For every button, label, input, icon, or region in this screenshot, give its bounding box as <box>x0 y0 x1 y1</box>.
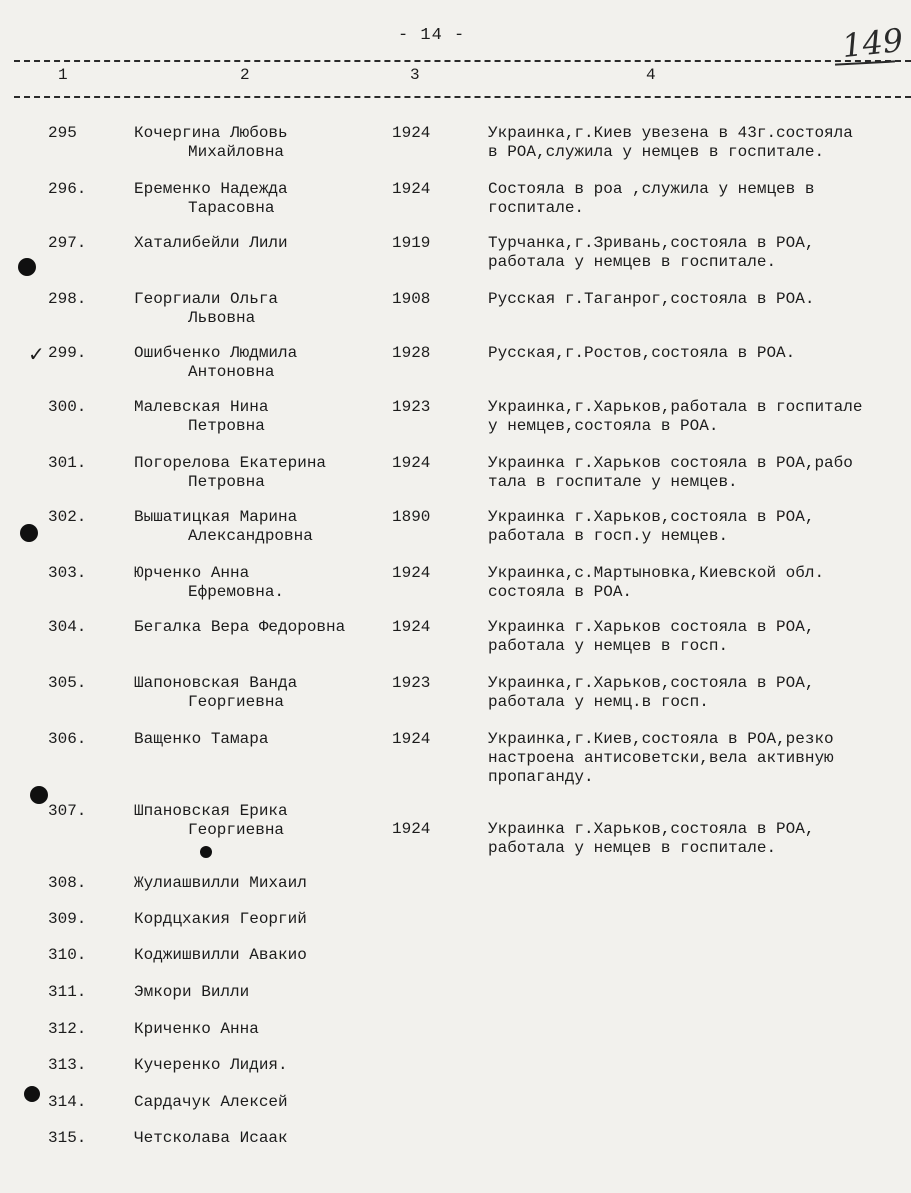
info-line1: Украинка,г.Киев увезена в 43г.состояла <box>488 124 853 142</box>
info-line2: работала у немцев в госпитале. <box>488 253 777 271</box>
person-info <box>488 820 911 858</box>
info-line1: Украинка г.Харьков состояла в РОА, <box>488 618 815 636</box>
row-number: 296. <box>48 180 87 198</box>
ink-blot-icon <box>24 1086 40 1102</box>
info-line2: тала в госпитале у немцев. <box>488 473 738 491</box>
folio-number: 149 <box>840 20 905 66</box>
birth-year: 1924 <box>392 618 431 636</box>
ink-blot-icon <box>30 786 48 804</box>
person-name <box>134 730 268 749</box>
row-number: 310. <box>48 946 87 964</box>
person-name <box>134 874 307 893</box>
person-name-line2: Александровна <box>188 527 313 545</box>
person-info <box>488 618 911 656</box>
person-info <box>488 180 911 218</box>
birth-year: 1890 <box>392 508 431 526</box>
person-name <box>134 508 313 546</box>
person-name-line2: Антоновна <box>188 363 275 381</box>
person-info <box>488 344 911 363</box>
info-line1: Русская,г.Ростов,состояла в РОА. <box>488 344 796 362</box>
person-name <box>134 564 284 602</box>
row-number: 315. <box>48 1129 87 1147</box>
info-line2: работала у немцев в госп. <box>488 637 729 655</box>
person-info <box>488 234 911 272</box>
row-number: 307. <box>48 802 87 820</box>
person-name <box>134 398 268 436</box>
header-rule <box>14 96 911 98</box>
row-number: 305. <box>48 674 87 692</box>
person-name <box>134 618 345 637</box>
person-name-line1: Еременко Надежда <box>134 180 288 198</box>
person-name-line1: Хаталибейли Лили <box>134 234 288 252</box>
person-name <box>134 802 288 840</box>
info-line1: Украинка,г.Киев,состояла в РОА,резко <box>488 730 834 748</box>
person-name-line2: Петровна <box>188 417 265 435</box>
page-number: - 14 - <box>398 26 466 45</box>
row-number: 295 <box>48 124 77 142</box>
person-name <box>134 290 278 328</box>
person-info <box>488 508 911 546</box>
person-name-line1: Эмкори Вилли <box>134 983 250 1001</box>
row-number: 304. <box>48 618 87 636</box>
info-line1: Украинка г.Харьков состояла в РОА,рабо <box>488 454 853 472</box>
row-number: 300. <box>48 398 87 416</box>
info-line3: пропаганду. <box>488 768 594 786</box>
birth-year: 1923 <box>392 398 431 416</box>
person-name <box>134 234 288 253</box>
person-name <box>134 946 307 965</box>
person-name-line1: Ващенко Тамара <box>134 730 269 748</box>
person-name-line1: Четсколава Исаак <box>134 1129 288 1147</box>
person-name-line1: Коджишвилли Авакио <box>134 946 307 964</box>
column-header-3: 3 <box>410 66 420 84</box>
person-info <box>488 454 911 492</box>
birth-year: 1928 <box>392 344 431 362</box>
info-line1: Украинка г.Харьков,состояла в РОА, <box>488 508 815 526</box>
person-name-line1: Кочергина Любовь <box>134 124 288 142</box>
birth-year: 1924 <box>392 124 431 142</box>
person-name-line1: Погорелова Екатерина <box>134 454 327 472</box>
column-header-1: 1 <box>58 66 68 84</box>
person-name-line2: Михайловна <box>188 143 285 161</box>
person-name <box>134 674 297 712</box>
person-name <box>134 1093 288 1112</box>
birth-year: 1924 <box>392 180 431 198</box>
row-number: 303. <box>48 564 87 582</box>
birth-year: 1924 <box>392 820 431 838</box>
row-number: 302. <box>48 508 87 526</box>
check-mark-icon: ✓ <box>28 342 45 366</box>
row-number: 301. <box>48 454 87 472</box>
person-name-line2: Георгиевна <box>188 693 285 711</box>
info-line1: Состояла в роа ,служила у немцев в <box>488 180 815 198</box>
birth-year: 1924 <box>392 730 431 748</box>
info-line2: настроена антисоветски,вела активную <box>488 749 834 767</box>
person-info <box>488 730 911 787</box>
info-line1: Украинка,г.Харьков,состояла в РОА, <box>488 674 815 692</box>
person-name <box>134 910 307 929</box>
person-name-line1: Жулиашвилли Михаил <box>134 874 307 892</box>
birth-year: 1924 <box>392 454 431 472</box>
person-name-line2: Петровна <box>188 473 265 491</box>
info-line1: Украинка г.Харьков,состояла в РОА, <box>488 820 815 838</box>
birth-year: 1908 <box>392 290 431 308</box>
person-name-line2: Львовна <box>188 309 256 327</box>
person-name-line1: Бегалка Вера Федоровна <box>134 618 346 636</box>
person-name-line1: Георгиали Ольга <box>134 290 279 308</box>
info-line1: Турчанка,г.Зривань,состояла в РОА, <box>488 234 815 252</box>
person-info <box>488 290 911 309</box>
person-name <box>134 124 288 162</box>
person-name-line1: Малевская Нина <box>134 398 269 416</box>
person-name-line1: Кучеренко Лидия. <box>134 1056 288 1074</box>
person-info <box>488 564 911 602</box>
person-info <box>488 124 911 162</box>
row-number: 313. <box>48 1056 87 1074</box>
info-line2: работала у немц.в госп. <box>488 693 709 711</box>
person-name <box>134 1020 259 1039</box>
person-name-line1: Криченко Анна <box>134 1020 259 1038</box>
row-number: 299. <box>48 344 87 362</box>
person-name <box>134 454 326 492</box>
person-name-line1: Кордцхакия Георгий <box>134 910 307 928</box>
row-number: 311. <box>48 983 87 1001</box>
person-name-line2: Ефремовна. <box>188 583 285 601</box>
row-number: 312. <box>48 1020 87 1038</box>
row-number: 308. <box>48 874 87 892</box>
person-name <box>134 180 288 218</box>
info-line2: у немцев,состояла в РОА. <box>488 417 719 435</box>
birth-year: 1924 <box>392 564 431 582</box>
row-number: 306. <box>48 730 87 748</box>
person-name-line1: Сардачук Алексей <box>134 1093 288 1111</box>
info-line2: работала у немцев в госпитале. <box>488 839 777 857</box>
top-rule <box>14 60 911 62</box>
person-info <box>488 674 911 712</box>
person-name <box>134 1129 288 1148</box>
birth-year: 1919 <box>392 234 431 252</box>
person-info <box>488 398 911 436</box>
person-name-line2: Георгиевна <box>188 821 285 839</box>
person-name <box>134 983 249 1002</box>
person-name-line1: Вышатицкая Марина <box>134 508 298 526</box>
row-number: 297. <box>48 234 87 252</box>
ink-blot-icon <box>200 846 212 858</box>
row-number: 309. <box>48 910 87 928</box>
info-line2: в РОА,служила у немцев в госпитале. <box>488 143 825 161</box>
info-line1: Украинка,г.Харьков,работала в госпитале <box>488 398 863 416</box>
person-name-line1: Юрченко Анна <box>134 564 250 582</box>
row-number: 298. <box>48 290 87 308</box>
birth-year: 1923 <box>392 674 431 692</box>
person-name-line2: Тарасовна <box>188 199 275 217</box>
info-line2: работала в госп.у немцев. <box>488 527 729 545</box>
column-header-2: 2 <box>240 66 250 84</box>
info-line1: Русская г.Таганрог,состояла в РОА. <box>488 290 815 308</box>
person-name <box>134 344 297 382</box>
ink-blot-icon <box>18 258 36 276</box>
ink-blot-icon <box>20 524 38 542</box>
person-name <box>134 1056 288 1075</box>
info-line1: Украинка,с.Мартыновка,Киевской обл. <box>488 564 825 582</box>
person-name-line1: Ошибченко Людмила <box>134 344 298 362</box>
info-line2: состояла в РОА. <box>488 583 633 601</box>
person-name-line1: Шапоновская Ванда <box>134 674 298 692</box>
person-name-line1: Шпановская Ерика <box>134 802 288 820</box>
column-header-4: 4 <box>646 66 656 84</box>
info-line2: госпитале. <box>488 199 585 217</box>
row-number: 314. <box>48 1093 87 1111</box>
